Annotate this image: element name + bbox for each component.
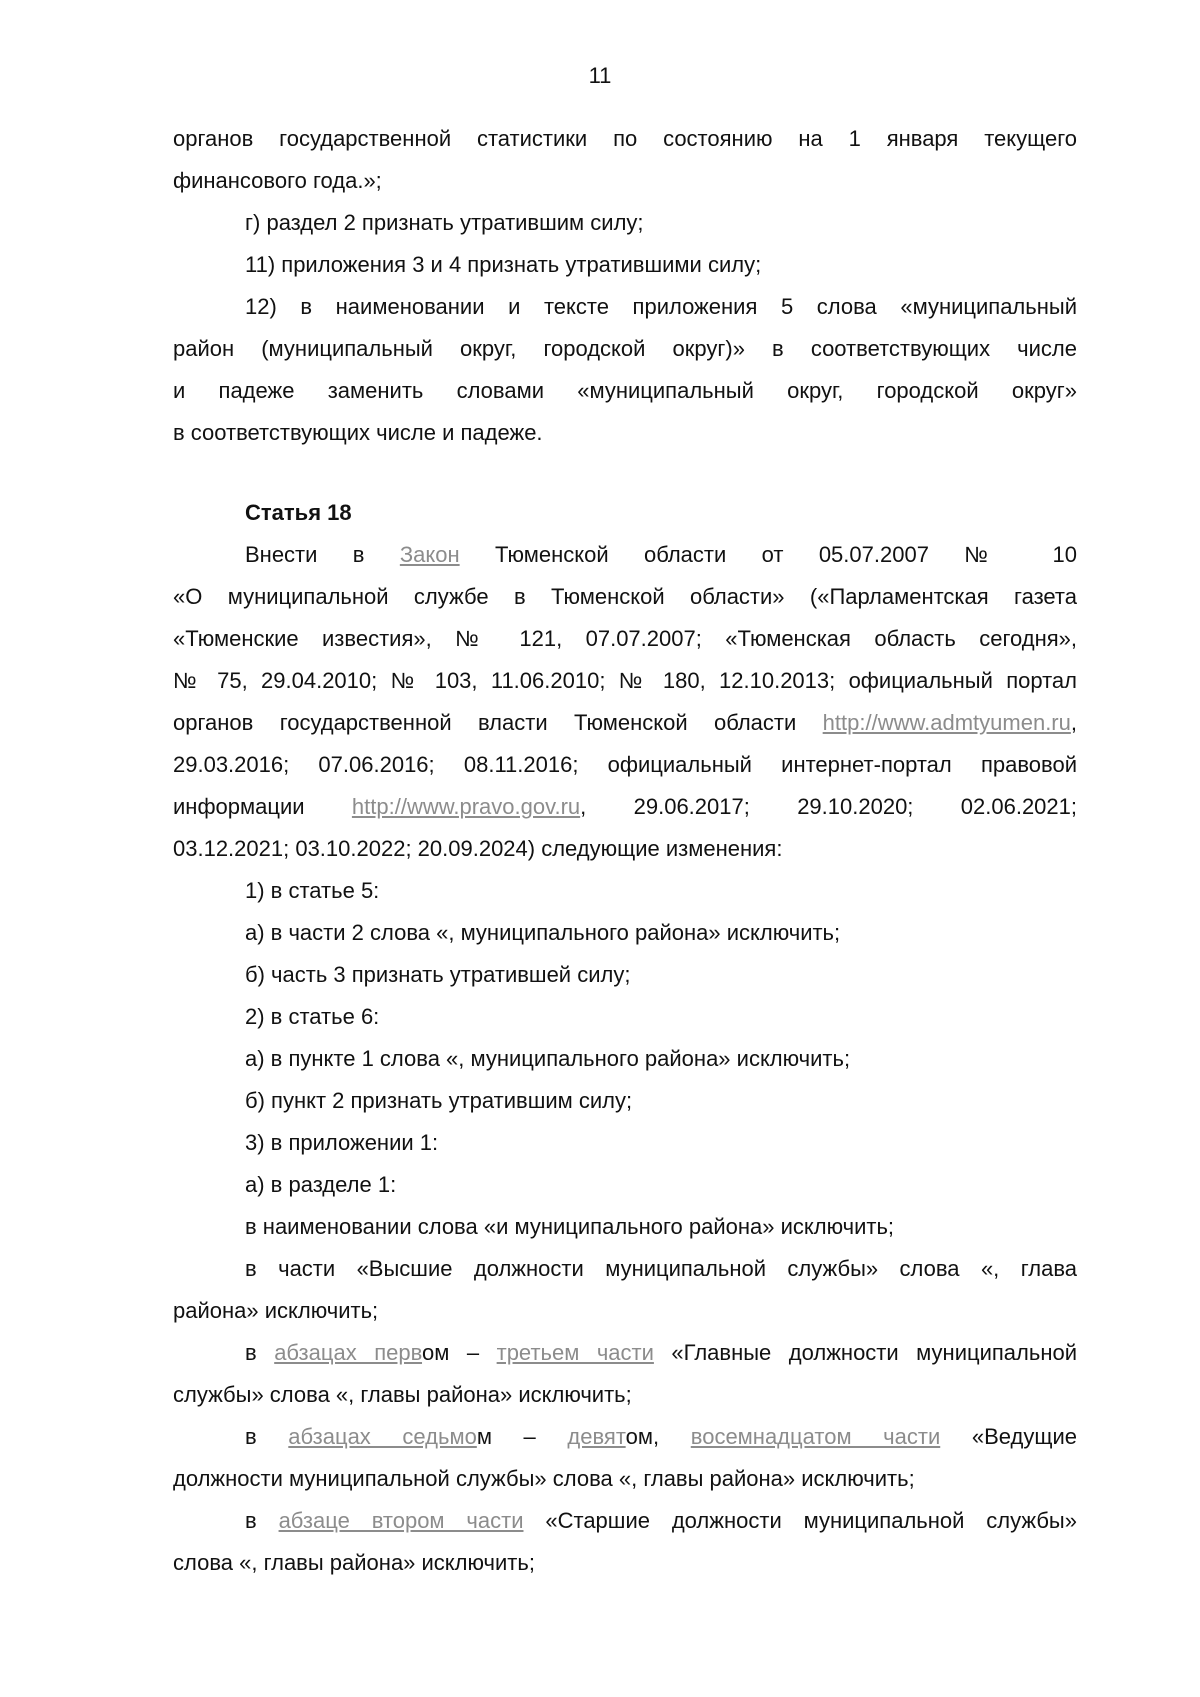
text-span: и падеже заменить словами «муниципальный округ, городской округ»	[173, 378, 1077, 403]
text-span: органов государственной статистики по состоянию на 1 января текущего	[173, 126, 1077, 151]
text-line	[173, 702, 1077, 744]
text-line	[173, 202, 1077, 244]
text-line	[173, 328, 1077, 370]
text-span: «Главные должности муниципальной	[653, 1340, 1077, 1365]
text-line	[173, 1332, 1077, 1374]
text-line	[173, 660, 1077, 702]
text-span: службы» слова «, главы района» исключить;	[173, 1382, 632, 1407]
text-span: в наименовании слова «и муниципального района» исключить;	[245, 1214, 895, 1239]
text-span: б) пункт 2 признать утратившим силу;	[245, 1088, 633, 1113]
text-span: ом –	[422, 1340, 497, 1365]
text-span: 11) приложения 3 и 4 признать утратившими силу;	[245, 252, 762, 277]
document-link[interactable]: девят	[567, 1424, 626, 1449]
text-span: Тюменской области от 05.07.2007 № 10	[459, 542, 1077, 567]
text-line	[173, 996, 1077, 1038]
text-line	[173, 370, 1077, 412]
text-span: финансового года.»;	[173, 168, 382, 193]
text-line	[173, 870, 1077, 912]
text-span: а) в пункте 1 слова «, муниципального района» исключить;	[245, 1046, 851, 1071]
text-line	[173, 828, 1077, 870]
text-line	[173, 1416, 1077, 1458]
text-line	[173, 954, 1077, 996]
text-span: 2) в статье 6:	[245, 1004, 380, 1029]
text-line	[173, 160, 1077, 202]
text-span: ом,	[625, 1424, 691, 1449]
text-span: 12) в наименовании и тексте приложения 5 слова «муниципальный	[245, 294, 1077, 319]
text-span: информации	[173, 794, 352, 819]
text-span: № 75, 29.04.2010; № 103, 11.06.2010; № 180, 12.10.2013; официальный портал	[173, 668, 1077, 693]
text-span: «Тюменские известия», № 121, 07.07.2007; «Тюменская область сегодня»,	[173, 626, 1077, 651]
text-line	[173, 286, 1077, 328]
text-span: 03.12.2021; 03.10.2022; 20.09.2024) следующие изменения:	[173, 836, 783, 861]
text-line	[173, 412, 1077, 454]
text-span: 3) в приложении 1:	[245, 1130, 439, 1155]
text-span: а) в части 2 слова «, муниципального района» исключить;	[245, 920, 841, 945]
text-line	[173, 1164, 1077, 1206]
text-line	[173, 618, 1077, 660]
text-span: м –	[476, 1424, 568, 1449]
text-span: а) в разделе 1:	[245, 1172, 397, 1197]
document-body	[173, 118, 1077, 1584]
text-span: в части «Высшие должности муниципальной службы» слова «, глава	[245, 1256, 1077, 1281]
text-span: органов государственной власти Тюменской области	[173, 710, 823, 735]
text-span: в соответствующих числе и падеже.	[173, 420, 543, 445]
document-link[interactable]: абзацах перв	[274, 1340, 423, 1365]
text-line	[173, 1206, 1077, 1248]
text-span: 1) в статье 5:	[245, 878, 380, 903]
text-span: Статья 18	[245, 500, 352, 525]
document-link[interactable]: абзаце втором части	[278, 1508, 524, 1533]
text-span: ,	[1070, 710, 1077, 735]
article-heading	[173, 492, 1077, 534]
text-line	[173, 244, 1077, 286]
text-line	[173, 1080, 1077, 1122]
text-line	[173, 786, 1077, 828]
text-span: б) часть 3 признать утратившей силу;	[245, 962, 631, 987]
document-link[interactable]: http://www.admtyumen.ru	[822, 710, 1071, 735]
text-span: г) раздел 2 признать утратившим силу;	[245, 210, 644, 235]
text-span: район (муниципальный округ, городской округ)» в соответствующих числе	[173, 336, 1077, 361]
text-span: «Старшие должности муниципальной службы»	[523, 1508, 1077, 1533]
document-link[interactable]: абзацах седьмо	[288, 1424, 477, 1449]
text-span: района» исключить;	[173, 1298, 379, 1323]
text-line	[173, 1500, 1077, 1542]
document-link[interactable]: Закон	[399, 542, 460, 567]
text-line	[173, 912, 1077, 954]
text-line	[173, 1458, 1077, 1500]
text-span: , 29.06.2017; 29.10.2020; 02.06.2021;	[580, 794, 1077, 819]
text-line	[173, 1122, 1077, 1164]
text-line	[173, 118, 1077, 160]
text-line	[173, 1290, 1077, 1332]
text-line	[173, 744, 1077, 786]
text-span: 29.03.2016; 07.06.2016; 08.11.2016; официальный интернет-портал правовой	[173, 752, 1077, 777]
text-line	[173, 1374, 1077, 1416]
text-line	[173, 1248, 1077, 1290]
text-span: в	[245, 1508, 279, 1533]
page-number: 11	[588, 63, 612, 88]
text-line	[173, 1038, 1077, 1080]
text-line	[173, 534, 1077, 576]
text-span: Внести в	[245, 542, 400, 567]
text-span: в	[245, 1424, 289, 1449]
document-link[interactable]: третьем части	[496, 1340, 654, 1365]
text-line	[173, 1542, 1077, 1584]
text-span: «О муниципальной службе в Тюменской области» («Парламентская газета	[173, 584, 1077, 609]
text-span: в	[245, 1340, 275, 1365]
document-link[interactable]: восемнадцатом части	[690, 1424, 941, 1449]
text-span: «Ведущие	[940, 1424, 1077, 1449]
document-link[interactable]: http://www.pravo.gov.ru	[351, 794, 581, 819]
text-span: слова «, главы района» исключить;	[173, 1550, 535, 1575]
text-line	[173, 576, 1077, 618]
text-span: должности муниципальной службы» слова «, главы района» исключить;	[173, 1466, 915, 1491]
